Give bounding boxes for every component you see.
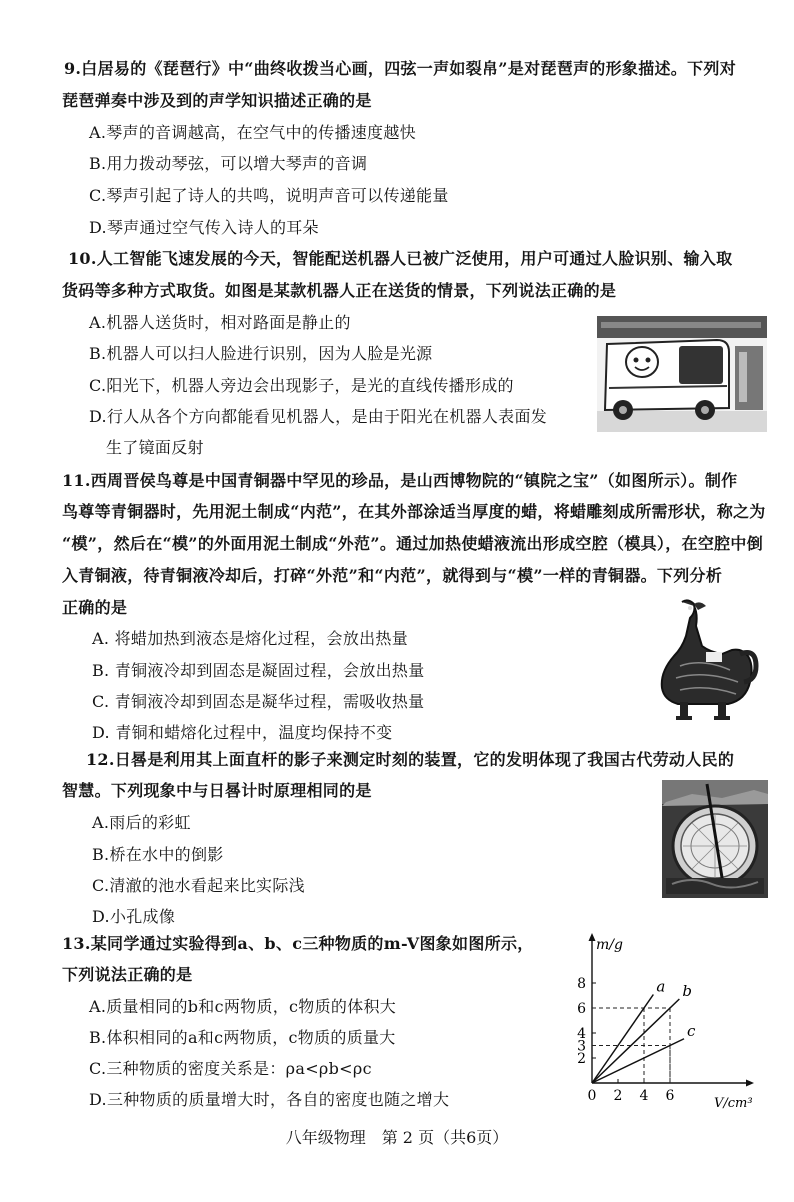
q11-stem-line5: 正确的是 — [62, 598, 128, 617]
q11-stem-line2: 鸟尊等青铜器时，先用泥土制成“内范”，在其外部涂适当厚度的蜡，将蜡雕刻成所需形状，称之为 — [62, 502, 766, 521]
q11-stem-line3: “模”，然后在“模”的外面用泥土制成“外范”。通过加热使蜡液流出形成空腔（模具），在空腔中倒 — [62, 534, 764, 553]
q10-option-d-cont: 生了镜面反射 — [106, 438, 204, 457]
q9-stem-line1: 9.白居易的《琵琶行》中“曲终收拨当心画，四弦一声如裂帛”是对琵琶声的形象描述。下列对 — [64, 59, 737, 78]
q9-option-d: D.琴声通过空气传入诗人的耳朵 — [89, 218, 319, 237]
x-tick-label: 4 — [639, 1088, 649, 1104]
q12-option-b: B.桥在水中的倒影 — [92, 845, 224, 864]
q11-stem-line4: 入青铜液，待青铜液冷却后，打碎“外范”和“内范”，就得到与“模”一样的青铜器。下列分析 — [62, 566, 723, 585]
q11-option-c: C. 青铜液冷却到固态是凝华过程，需吸收热量 — [92, 692, 425, 711]
sundial-photo — [662, 780, 768, 898]
x-axis-label: V/cm³ — [714, 1096, 753, 1111]
q10-option-a: A.机器人送货时，相对路面是静止的 — [89, 313, 351, 332]
q9-option-b: B.用力拨动琴弦，可以增大琴声的音调 — [89, 154, 368, 173]
q10-stem-line1: 10.人工智能飞速发展的今天，智能配送机器人已被广泛使用，用户可通过人脸识别、输入取 — [68, 249, 733, 268]
m-v-graph — [560, 925, 770, 1120]
y-tick-label: 4 — [577, 1026, 586, 1042]
bronze-bird-vessel-photo — [652, 596, 760, 722]
series-label-b: b — [682, 982, 692, 1000]
series-label-a: a — [656, 977, 666, 996]
q11-stem-line1: 11.西周晋侯鸟尊是中国青铜器中罕见的珍品，是山西博物院的“镇院之宝”（如图所示）。制作 — [62, 471, 738, 490]
q10-option-c: C.阳光下，机器人旁边会出现影子，是光的直线传播形成的 — [89, 376, 514, 395]
robot-photo — [597, 316, 767, 432]
q13-option-c: C.三种物质的密度关系是：ρa<ρb<ρc — [89, 1059, 372, 1078]
q13-option-a: A.质量相同的b和c两物质，c物质的体积大 — [89, 997, 397, 1016]
q10-option-d: D.行人从各个方向都能看见机器人，是由于阳光在机器人表面发 — [89, 407, 548, 426]
q13-stem-line1: 13.某同学通过实验得到a、b、c三种物质的m-V图象如图所示， — [62, 934, 534, 953]
q12-option-d: D.小孔成像 — [92, 907, 176, 926]
y-axis-arrow — [589, 933, 596, 941]
q10-stem-line2: 货码等多种方式取货。如图是某款机器人正在送货的情景，下列说法正确的是 — [62, 281, 617, 300]
x-tick-label: 2 — [613, 1088, 623, 1104]
y-tick-label: 8 — [577, 976, 586, 992]
x-tick-label: 6 — [665, 1088, 675, 1104]
q9-option-a: A.琴声的音调越高，在空气中的传播速度越快 — [89, 123, 416, 142]
y-axis-label: m/g — [596, 937, 623, 953]
q11-option-d: D. 青铜和蜡熔化过程中，温度均保持不变 — [92, 723, 393, 742]
q12-option-a: A.雨后的彩虹 — [92, 813, 191, 832]
y-tick-label: 6 — [577, 1001, 586, 1017]
series-line-b — [592, 999, 679, 1083]
x-axis-arrow — [746, 1080, 754, 1087]
q11-option-a: A. 将蜡加热到液态是熔化过程，会放出热量 — [92, 629, 409, 648]
q13-option-d: D.三种物质的质量增大时，各自的密度也随之增大 — [89, 1090, 450, 1109]
q9-option-c: C.琴声引起了诗人的共鸣，说明声音可以传递能量 — [89, 186, 449, 205]
page-footer: 八年级物理 第 2 页（共6页） — [285, 1128, 509, 1147]
q12-option-c: C.清澈的池水看起来比实际浅 — [92, 876, 305, 895]
q10-option-b: B.机器人可以扫人脸进行识别，因为人脸是光源 — [89, 344, 433, 363]
q13-option-b: B.体积相同的a和c两物质，c物质的质量大 — [89, 1028, 396, 1047]
y-tick-label: 2 — [577, 1051, 586, 1067]
q12-stem-line1: 12.日晷是利用其上面直杆的影子来测定时刻的装置，它的发明体现了我国古代劳动人民的 — [86, 750, 735, 769]
y-tick-label: 3 — [577, 1038, 586, 1055]
q11-option-b: B. 青铜液冷却到固态是凝固过程，会放出热量 — [92, 661, 425, 680]
q9-stem-line2: 琵琶弹奏中涉及到的声学知识描述正确的是 — [62, 91, 372, 110]
series-label-c: c — [687, 1021, 696, 1040]
q12-stem-line2: 智慧。下列现象中与日晷计时原理相同的是 — [62, 781, 372, 800]
x-tick-label: 0 — [587, 1088, 597, 1104]
q13-stem-line2: 下列说法正确的是 — [62, 965, 193, 984]
